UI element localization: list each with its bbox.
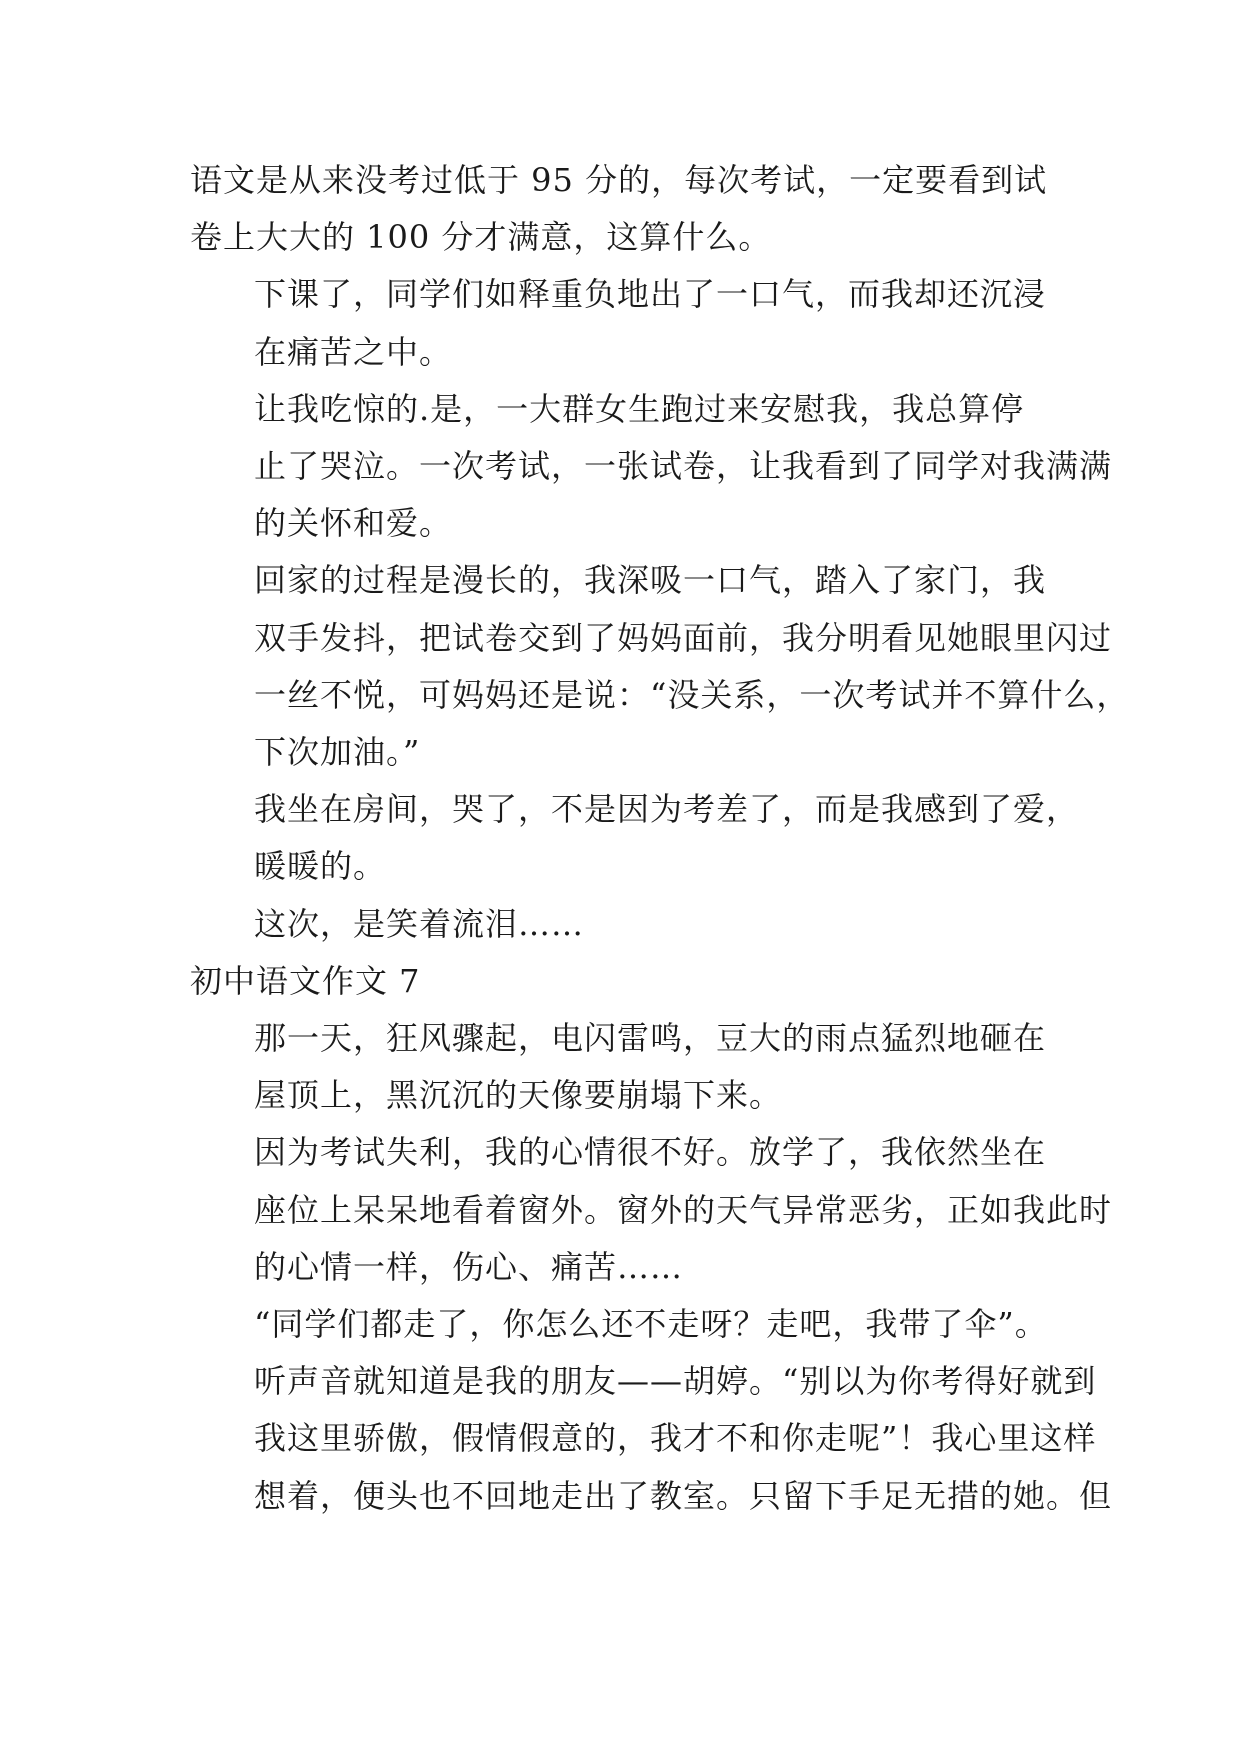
text-line: 回家的过程是漫长的，我深吸一口气，踏入了家门，我 xyxy=(254,561,1047,600)
text-line: “同学们都走了，你怎么还不走呀？走吧，我带了伞”。 xyxy=(254,1305,1048,1344)
paragraph xyxy=(190,381,1113,553)
paragraph xyxy=(190,552,1130,781)
paragraph xyxy=(190,266,1090,380)
text-line: 初中语文作文 7 xyxy=(190,961,421,1000)
text-line: 语文是从来没考过低于 95 分的，每次考试，一定要看到试 xyxy=(190,161,1048,199)
section-heading xyxy=(190,953,1090,1010)
text-line: 我这里骄傲，假情假意的，我才不和你走呢”！我心里这样 xyxy=(254,1419,1097,1458)
text-line: 止了哭泣。一次考试，一张试卷，让我看到了同学对我满满 xyxy=(254,447,1113,486)
text-line: 在痛苦之中。 xyxy=(254,332,453,371)
text-line: 暖暖的。 xyxy=(254,847,387,886)
paragraph xyxy=(190,781,1090,895)
text-line: 的心情一样，伤心、痛苦…… xyxy=(254,1247,684,1286)
paragraph xyxy=(190,152,1090,266)
text-line: 下次加油。” xyxy=(254,733,421,772)
text-line: 双手发抖，把试卷交到了妈妈面前，我分明看见她眼里闪过 xyxy=(254,618,1113,657)
paragraph xyxy=(190,1124,1113,1296)
text-line: 我坐在房间，哭了，不是因为考差了，而是我感到了爱， xyxy=(254,790,1080,829)
text-line: 屋顶上，黑沉沉的天像要崩塌下来。 xyxy=(254,1076,783,1115)
text-line: 一丝不悦，可妈妈还是说：“没关系，一次考试并不算什么， xyxy=(254,675,1130,714)
paragraph xyxy=(190,1010,1090,1124)
text-line: 想着，便头也不回地走出了教室。只留下手足无措的她。但 xyxy=(254,1476,1113,1515)
text-line: 座位上呆呆地看着窗外。窗外的天气异常恶劣，正如我此时 xyxy=(254,1190,1113,1229)
paragraph xyxy=(190,1296,1113,1525)
text-line: 那一天，狂风骤起，电闪雷鸣，豆大的雨点猛烈地砸在 xyxy=(254,1019,1047,1058)
text-line: 因为考试失利，我的心情很不好。放学了，我依然坐在 xyxy=(254,1133,1047,1172)
text-line: 听声音就知道是我的朋友——胡婷。“别以为你考得好就到 xyxy=(254,1362,1097,1401)
document-body xyxy=(190,152,1130,1525)
text-line: 下课了，同学们如释重负地出了一口气，而我却还沉浸 xyxy=(254,275,1047,314)
text-line: 卷上大大的 100 分才满意，这算什么。 xyxy=(190,218,772,257)
text-line: 这次，是笑着流泪…… xyxy=(254,904,585,943)
text-line: 让我吃惊的.是，一大群女生跑过来安慰我，我总算停 xyxy=(254,389,1025,428)
text-line: 的关怀和爱。 xyxy=(254,504,453,543)
paragraph xyxy=(190,896,1090,953)
